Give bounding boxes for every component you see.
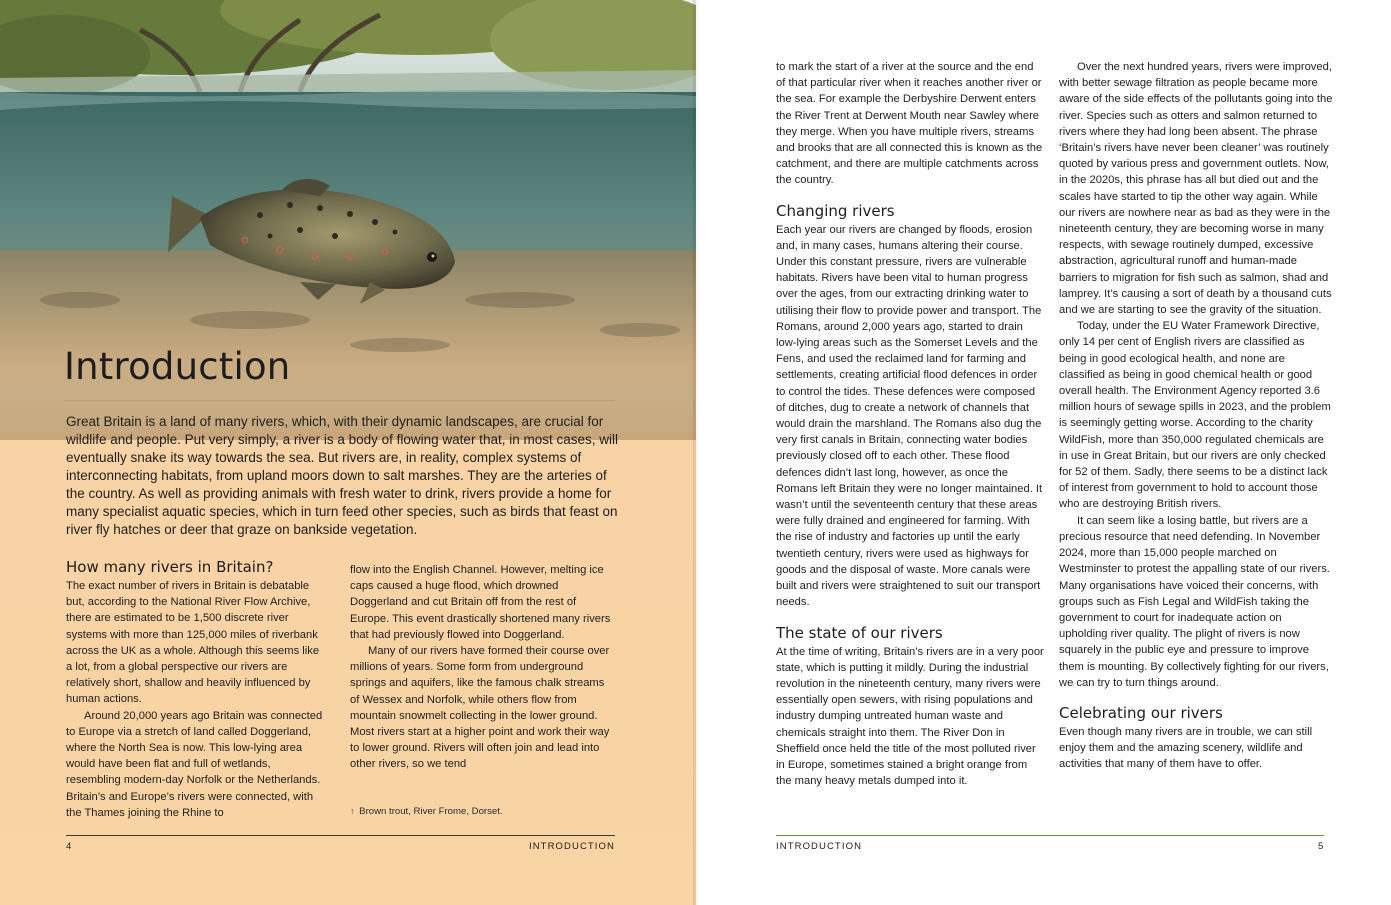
body-paragraph: Around 20,000 years ago Britain was connected to Europe via a stretch of land called Doggerland, where the North Sea is now. This low-lying area would have been flat and full of wetlands, resembling modern-day Norfolk or the Netherlands. Britain’s and Europe’s rivers were connected, with the Thames joining the Rhine to xyxy=(66,709,323,819)
running-head-right: INTRODUCTION xyxy=(776,841,863,852)
footer-divider xyxy=(66,835,615,836)
body-paragraph: The exact number of rivers in Britain is debatable but, according to the National River Flow Archive, there are estimated to be 1,500 discrete river systems with more than 125,000 miles of riverbank across the UK as a whole. Although this seems like a lot, from a global perspective our rivers are relatively short, shallow and heavily influenced by human actions. xyxy=(66,580,320,706)
running-head-left: INTRODUCTION xyxy=(528,841,615,852)
intro-lead-paragraph: Great Britain is a land of many rivers, which, with their dynamic landscapes, are crucial for wildlife and people. Put very simply, a river is a body of flowing water that, in most cases, will eventually snake its way towards the sea. But rivers are, in reality, complex systems of interconnecting habitats, from upland moors down to salt marshes. They are the arteries of the country. As well as providing animals with fresh water to drink, rivers provide a home for many specialist aquatic species, which in turn feed other species, such as birds that feast on river fly hatches or deer that graze on bankside vegetation. xyxy=(66,414,618,537)
body-paragraph: to mark the start of a river at the source and the end of that particular river when it reaches another river or the sea. For example the Derbyshire Derwent enters the River Trent at Derwent Mouth near Sawley where they merge. When you have multiple rivers, streams and brooks that are all connected this is known as the catchment, and there are multiple catchments across the country. xyxy=(776,61,1043,187)
caption-text: Brown trout, River Frome, Dorset. xyxy=(359,806,503,817)
body-paragraph: flow into the English Channel. However, melting ice caps caused a huge flood, which drowned Doggerland and cut Britain off from the rest of Europe. This event drastically shortened many rivers that had previously flowed into Doggerland. xyxy=(350,564,611,641)
body-paragraph: Today, under the EU Water Framework Directive, only 14 per cent of English rivers are classified as being in good ecological health, and none are classified as being in good chemical health or good overall health. The Environment Agency reported 3.6 million hours of sewage spills in 2023, and the problem is seemingly getting worse. According to the charity WildFish, more than 350,000 regulated chemicals are in use in Great Britain, but our rivers are only checked for 52 of them. Sadly, there seems to be a distinct lack of interest from government to hold to account those who are destroying British rivers. xyxy=(1059,320,1331,511)
right-column-1 xyxy=(776,59,1044,789)
body-paragraph: Many of our rivers have formed their course over millions of years. Some form from underground springs and aquifers, like the famous chalk streams of Wessex and Norfolk, while others flow from mountain snowmelt collecting in the lower ground. Most rivers start at a higher point and work their way to lower ground. Rivers will often join and lead into other rivers, so we tend xyxy=(350,645,610,771)
body-paragraph: At the time of writing, Britain’s rivers are in a very poor state, which is putting it mildly. During the industrial revolution in the nineteenth century, many rivers were essentially open sewers, with rising populations and industry dumping untreated human waste and chemicals straight into them. The River Don in Sheffield once held the title of the most polluted river in Europe, sometimes stained a bright orange from the many heavy metals dumped into it. xyxy=(776,645,1044,788)
section-heading-how-many-rivers: How many rivers in Britain? xyxy=(66,558,274,576)
section-heading-changing-rivers: Changing rivers xyxy=(776,201,895,220)
page-number-left: 4 xyxy=(66,841,73,852)
body-paragraph: Even though many rivers are in trouble, we can still enjoy them and the amazing scenery, wildlife and activities that many of them have to offer. xyxy=(1059,725,1313,771)
body-paragraph: Over the next hundred years, rivers were improved, with better sewage filtration as people became more aware of the side effects of the pollutants going into the river. Species such as otters and salmon returned to rivers where they had long been absent. The phrase ‘Britain’s rivers have never been cleaner’ was routinely quoted by various press and government outlets. Now, in the 2020s, this phrase has all but died out and the scales have started to tip the other way again. While our rivers are nowhere near as bad as they were in the nineteenth century, they are becoming worse in many respects, with sewage routinely dumped, excessive abstraction, agricultural runoff and human-made barriers to migration for fish such as salmon, shad and lamprey. It’s causing a sort of death by a thousand cuts and we are starting to see the gravity of the situation. xyxy=(1059,61,1333,317)
right-column-2 xyxy=(1059,59,1333,773)
section-heading-state-of-rivers: The state of our rivers xyxy=(776,623,943,642)
caption-arrow-icon: ↑ xyxy=(350,806,355,816)
photo-caption xyxy=(350,806,503,817)
body-paragraph: Each year our rivers are changed by floods, erosion and, in many cases, humans altering their course. Under this constant pressure, rivers are vulnerable habitats. Rivers have been vital to human progress over the ages, from our extracting drinking water to utilising their flow to provide power and transport. The Romans, around 2,000 years ago, started to drain low-lying areas such as the Somerset Levels and the Fens, and used the reclaimed land for farming and settlements, creating artificial flood defences in order to control the tides. These defences were composed of ditches, dug to create a network of channels that would drain the marshland. The Romans also dug the very first canals in Britain, connecting water bodies previously closed off to each other. These flood defences didn’t last long, however, as once the Romans left Britain they were no longer maintained. It wasn’t until the seventeenth century that these areas were fully drained and engineered for farming. With the rise of industry and factories up until the early twentieth century, rivers were used as highways for goods and the disposal of waste. More canals were built and rivers were straightened to suit our transport needs. xyxy=(776,223,1043,609)
page-number-right: 5 xyxy=(1318,841,1325,852)
page-title: Introduction xyxy=(64,345,291,388)
book-gutter-shadow xyxy=(693,0,699,905)
left-column-2 xyxy=(350,562,615,773)
title-divider xyxy=(64,400,615,401)
left-column-1 xyxy=(66,557,328,821)
body-paragraph: It can seem like a losing battle, but rivers are a precious resource that need defending. In November 2024, more than 15,000 people marched on Westminster to protest the appalling state of our rivers. Many organisations have voiced their concerns, with groups such as Fish Legal and WildFish taking the government to court for inadequate action on upholding river quality. The plight of rivers is now squarely in the public eye and pressure to improve them is mounting. By collectively fighting for our rivers, we can try to turn things around. xyxy=(1059,514,1330,689)
footer-divider xyxy=(776,835,1324,836)
section-heading-celebrating-rivers: Celebrating our rivers xyxy=(1059,703,1223,722)
